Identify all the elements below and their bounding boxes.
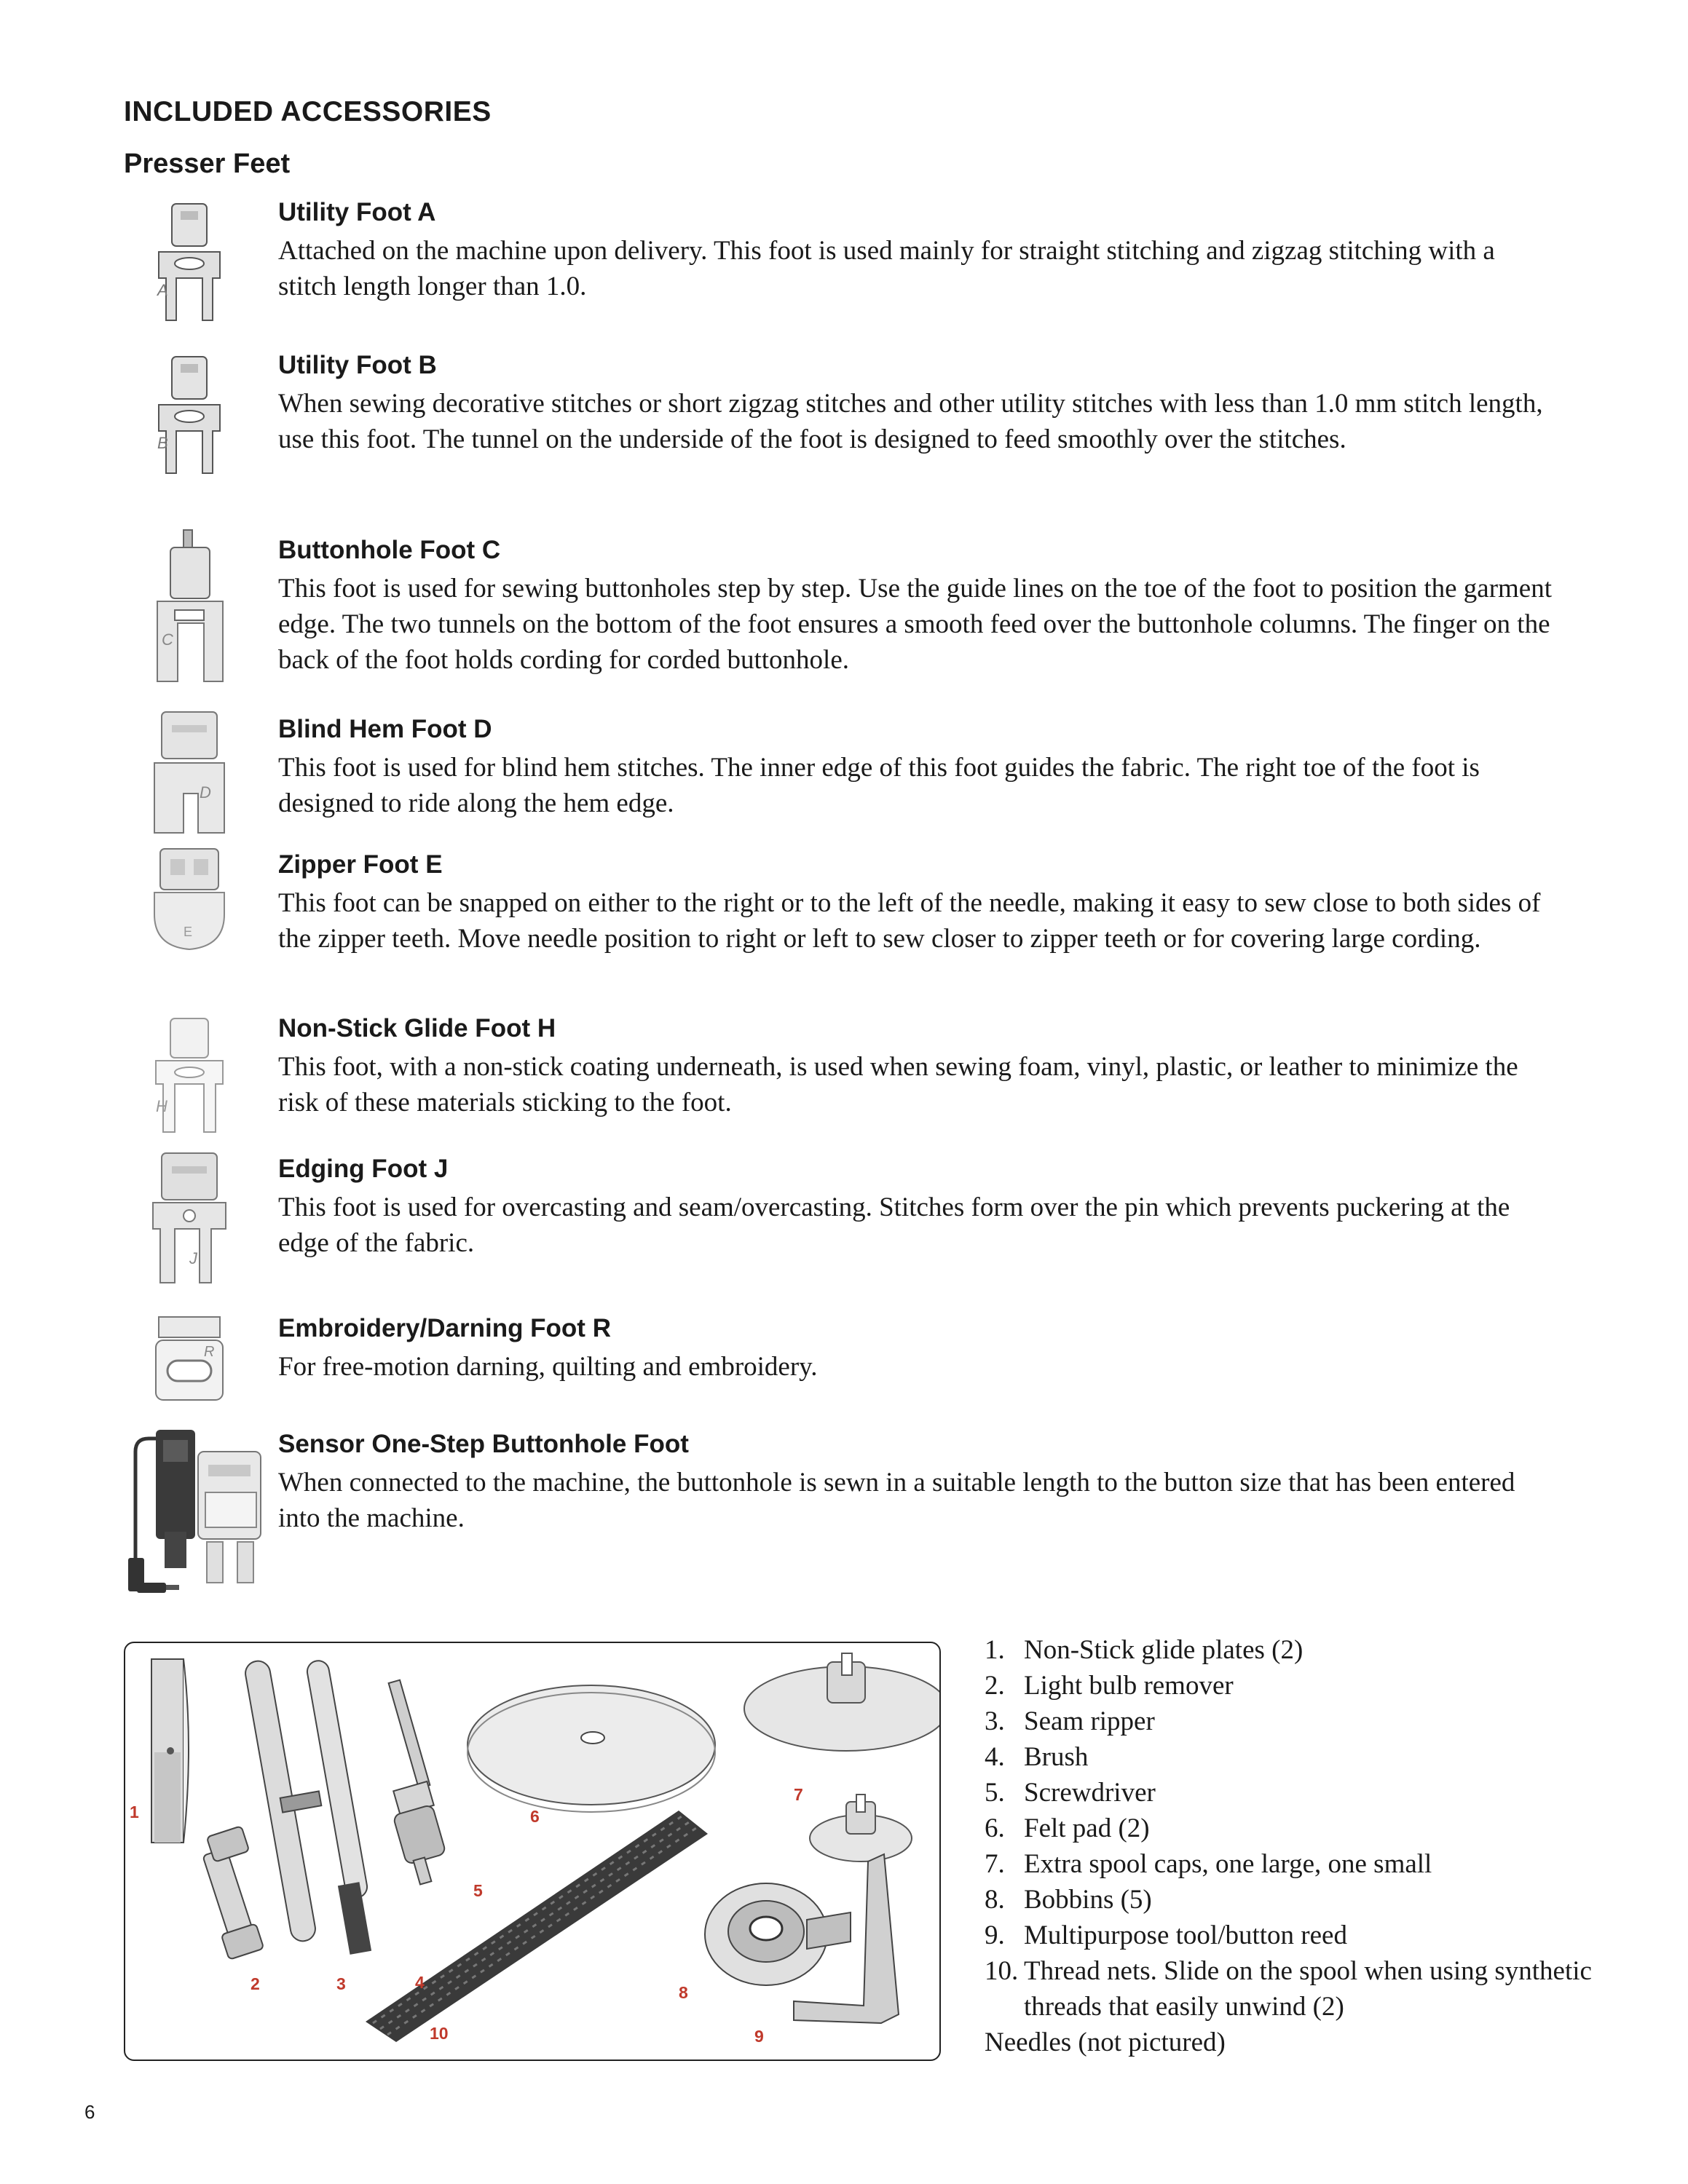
darning-foot-r-icon [146,1314,233,1404]
foot-name: Utility Foot A [278,198,436,226]
label-2: 2 [251,1974,260,1993]
felt-pad-icon [468,1685,715,1812]
foot-name: Buttonhole Foot C [278,536,501,564]
buttonhole-foot-c-icon [146,529,233,689]
spool-caps-icon [744,1653,939,1861]
foot-description: When sewing decorative stitches or short zigzag stitches and other utility stitches with less than 1.0 mm stitch length, use this foot. The tunnel on the underside of the foot is designed to feed smoothly over the stitches. [278,389,1543,454]
utility-foot-b-icon [146,354,233,482]
foot-letter: D [200,783,211,802]
label-7: 7 [794,1785,803,1804]
page-title: INCLUDED ACCESSORIES [124,96,492,127]
foot-name: Utility Foot B [278,351,437,379]
accessories-list [985,1632,1640,2060]
utility-foot-a-icon [146,201,233,329]
footer-note: Needles (not pictured) [985,2027,1226,2057]
foot-description: This foot can be snapped on either to the right or to the left of the needle, making it easy to sew close to both sides of the zipper teeth. Move needle position to right or left to sew closer to zipper teeth or for covering large cording. [278,888,1541,954]
section-title: Presser Feet [124,149,291,179]
foot-name: Non-Stick Glide Foot H [278,1014,556,1042]
list-item: 4. Brush [985,1742,1089,1772]
label-3: 3 [336,1974,346,1993]
foot-letter: R [204,1344,215,1360]
list-item: 1. Non-Stick glide plates (2) [985,1635,1304,1665]
foot-name: Sensor One-Step Buttonhole Foot [278,1430,689,1458]
foot-name: Embroidery/Darning Foot R [278,1314,611,1342]
foot-description: When connected to the machine, the buttonhole is sewn in a suitable length to the button size that has been entered into the machine. [278,1468,1515,1533]
label-4: 4 [415,1973,425,1992]
list-item: 3. Seam ripper [985,1706,1155,1736]
list-item: 10. Thread nets. Slide on the spool when using synthetic threads that easily unwind (2) [985,1956,1592,2022]
list-item: 9. Multipurpose tool/button reed [985,1920,1347,1950]
foot-letter: B [157,434,168,452]
foot-letter: J [189,1249,197,1267]
foot-description: This foot is used for overcasting and seam/overcasting. Stitches form over the pin which prevents puckering at the edge of the fabric. [278,1192,1510,1258]
foot-letter: E [184,925,193,939]
foot-letter: H [156,1097,167,1115]
sensor-buttonhole-foot-icon [124,1423,269,1597]
label-6: 6 [530,1807,540,1826]
label-1: 1 [130,1803,139,1821]
edging-foot-j-icon [146,1150,233,1289]
multipurpose-tool-icon [794,1854,899,2023]
glide-foot-h-icon [146,1016,233,1136]
foot-name: Blind Hem Foot D [278,715,492,743]
label-8: 8 [679,1983,688,2002]
foot-description: This foot is used for blind hem stitches. The inner edge of this foot guides the fabric. The right toe of the foot is designed to ride along the hem edge. [278,753,1480,818]
zipper-foot-e-icon [146,846,233,955]
label-5: 5 [473,1881,483,1900]
label-9: 9 [754,2027,764,2046]
foot-name: Edging Foot J [278,1155,449,1183]
foot-description: For free-motion darning, quilting and embroidery. [278,1352,818,1382]
screwdriver-icon [389,1680,446,1885]
foot-description: This foot, with a non-stick coating underneath, is used when sewing foam, vinyl, plastic, or leather to minimize the risk of these materials sticking to the foot. [278,1052,1518,1117]
seam-ripper-icon [243,1659,321,1943]
list-item: 8. Bobbins (5) [985,1885,1152,1915]
accessories-drawing [125,1643,939,2060]
list-item: 6. Felt pad (2) [985,1813,1150,1843]
list-item: 7. Extra spool caps, one large, one small [985,1849,1432,1879]
foot-description: This foot is used for sewing buttonholes step by step. Use the guide lines on the toe of the foot to position the garment edge. The two tunnels on the bottom of the foot ensures a smooth feed over the buttonhole columns. The finger on the back of the foot holds cording for corded buttonhole. [278,574,1553,675]
list-item: 2. Light bulb remover [985,1671,1234,1701]
accessories-illustration [124,1642,941,2061]
page-number: 6 [84,2101,95,2123]
glide-plates-icon [151,1659,189,1843]
light-bulb-remover-icon [202,1826,264,1960]
list-item: 5. Screwdriver [985,1778,1156,1808]
foot-description: Attached on the machine upon delivery. This foot is used mainly for straight stitching and zigzag stitching with a stitch length longer than 1.0. [278,236,1495,301]
blind-hem-foot-d-icon [146,709,233,837]
label-10: 10 [430,2024,449,2043]
foot-letter: C [162,630,173,649]
foot-letter: A [157,281,168,299]
foot-name: Zipper Foot E [278,850,443,879]
